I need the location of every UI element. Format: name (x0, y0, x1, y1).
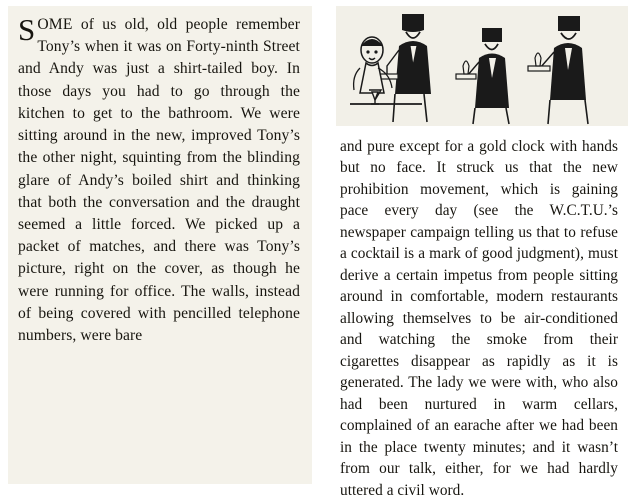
cartoon-three-figures-at-bar (336, 6, 628, 126)
drop-cap: S (18, 12, 36, 47)
right-column-paragraph: and pure except for a gold clock with hands but no face. It struck us that the new prohibition movement, which is gaining pace every day (see the W.C.T.U.’s newspaper campaign telling us that to refuse a cocktail is a mark of good judgment), must derive a certain impetus from people sitting around in comfortable, modern restaurants allowing themselves to be air-conditioned and watching the smoke from their cigarettes disappear as rapidly as it is generated. The lady we were with, who also had been nurtured in warm cellars, complained of an earache after we had been in the place twenty minutes; and it wasn’t from our talk, either, for we had hardly uttered a civil word. (340, 138, 618, 499)
left-column-paragraph (18, 14, 300, 347)
right-column (336, 6, 628, 499)
lead-word: OME (37, 16, 73, 33)
left-column-body: of us old, old people remember Tony’s when it was on Forty-ninth Street and Andy was just a shirt-tailed boy. In those days you had to go through the kitchen to get to the bathroom. We were sitting around in the new, improved Tony’s the other night, squinting from the blinding glare of Andy’s boiled shirt and thinking that both the conversation and the draught seemed a little forced. We picked up a packet of matches, and there was Tony’s picture, right on the cover, as though he were running for office. The walls, instead of being covered with pencilled telephone numbers, were bare (18, 16, 300, 345)
cartoon-illustration-svg (336, 6, 628, 126)
left-text-column (8, 6, 312, 484)
